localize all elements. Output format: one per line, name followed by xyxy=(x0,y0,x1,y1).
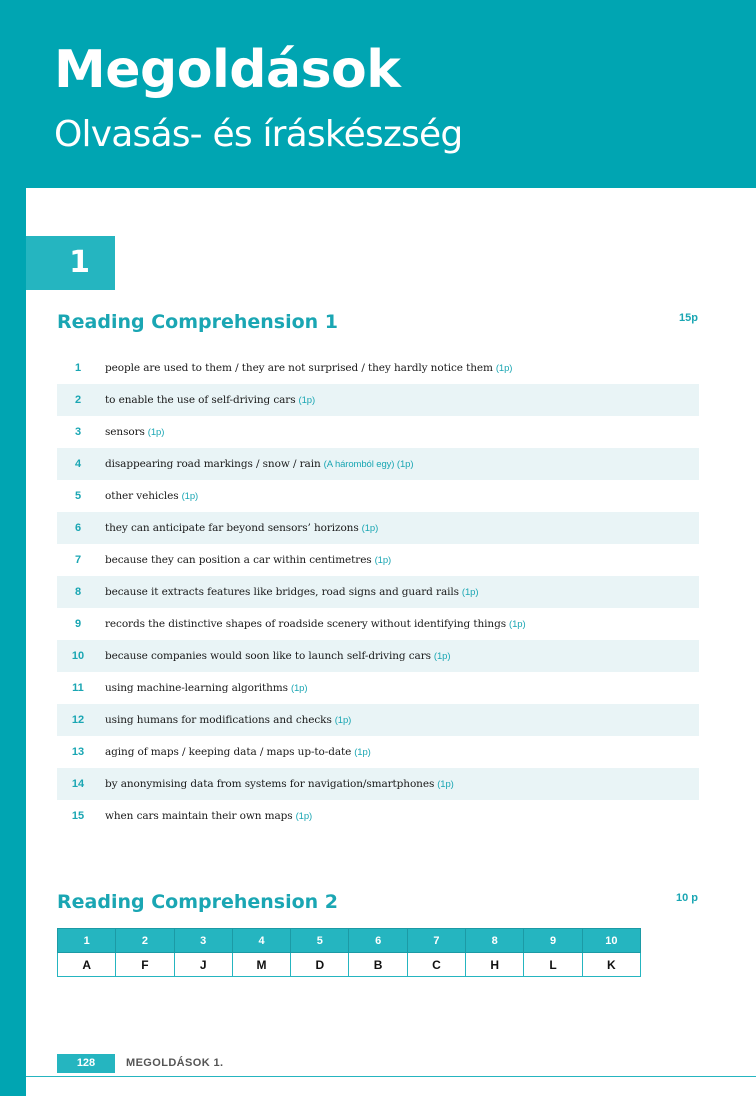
answer-text xyxy=(105,682,307,694)
answer-points: (1p) xyxy=(290,683,308,694)
grid-answer-letter: J xyxy=(174,953,232,977)
answer-row xyxy=(57,576,699,608)
answer-row xyxy=(57,448,699,480)
answer-number: 4 xyxy=(74,458,82,470)
answer-row xyxy=(57,736,699,768)
answer-row xyxy=(57,704,699,736)
answer-number: 5 xyxy=(74,490,82,502)
answer-text-content: because companies would soon like to launch self-driving cars xyxy=(105,650,431,662)
answer-row xyxy=(57,640,699,672)
grid-question-number: 7 xyxy=(407,929,465,953)
page-number: 128 xyxy=(57,1054,115,1073)
page-title: Megoldások xyxy=(54,40,401,100)
answer-text-content: using humans for modifications and checks xyxy=(105,714,332,726)
reading-2-points: 10 p xyxy=(676,892,699,904)
answer-points: (1p) xyxy=(433,651,451,662)
answer-points: (1p) xyxy=(147,427,165,438)
answer-number: 8 xyxy=(74,586,82,598)
answer-points: (1p) xyxy=(354,747,371,758)
answer-text-content: other vehicles xyxy=(105,490,179,502)
answer-text xyxy=(105,618,526,630)
answer-text-content: they can anticipate far beyond sensors’ horizons xyxy=(105,522,359,534)
answer-points: (1p) xyxy=(461,587,479,598)
answer-text xyxy=(105,586,478,598)
answer-text-content: by anonymising data from systems for navigation/smartphones xyxy=(105,778,435,790)
answer-points: (1p) xyxy=(334,715,352,726)
grid-answer-letter: K xyxy=(582,953,640,977)
answer-number: 9 xyxy=(74,618,82,630)
grid-question-number: 6 xyxy=(349,929,407,953)
answer-points: (1p) xyxy=(374,555,392,566)
reading-comprehension-2-heading: Reading Comprehension 2 xyxy=(57,891,339,913)
grid-question-number: 5 xyxy=(291,929,349,953)
grid-answer-letter: C xyxy=(407,953,465,977)
grid-answer-letter: A xyxy=(58,953,116,977)
answer-row xyxy=(57,800,699,832)
answer-text xyxy=(105,426,164,438)
answer-text xyxy=(105,650,450,662)
grid-question-number: 1 xyxy=(58,929,116,953)
answer-text-content: records the distinctive shapes of roadside scenery without identifying things xyxy=(105,618,507,630)
answer-list xyxy=(57,352,699,832)
answer-text-content: because it extracts features like bridges, road signs and guard rails xyxy=(105,586,459,598)
answer-number: 13 xyxy=(71,746,85,758)
reading-comprehension-1-heading: Reading Comprehension 1 xyxy=(57,311,339,333)
answer-row xyxy=(57,672,699,704)
answer-points: (A háromból egy) (1p) xyxy=(323,459,414,470)
left-accent-bar xyxy=(0,188,26,1096)
answer-text-content: to enable the use of self-driving cars xyxy=(105,394,296,406)
answer-text xyxy=(105,810,312,822)
answer-row xyxy=(57,608,699,640)
answer-grid-answer-row xyxy=(58,953,641,977)
answer-text xyxy=(105,394,315,406)
answer-number: 3 xyxy=(74,426,82,438)
page-header xyxy=(0,0,756,188)
answer-number: 11 xyxy=(72,682,84,694)
answer-text xyxy=(105,714,351,726)
grid-answer-letter: M xyxy=(232,953,290,977)
answer-number: 10 xyxy=(71,650,85,662)
answer-text xyxy=(105,778,454,790)
answer-text xyxy=(105,554,391,566)
answer-row xyxy=(57,384,699,416)
answer-number: 12 xyxy=(71,714,85,726)
answer-number: 1 xyxy=(74,362,82,374)
answer-points: (1p) xyxy=(181,491,199,502)
grid-answer-letter: D xyxy=(291,953,349,977)
answer-points: (1p) xyxy=(295,811,313,822)
answer-points: (1p) xyxy=(298,395,316,406)
page-subtitle: Olvasás- és íráskészség xyxy=(54,114,463,155)
answer-number: 14 xyxy=(71,778,85,790)
grid-question-number: 8 xyxy=(466,929,524,953)
answer-row xyxy=(57,544,699,576)
answer-number: 7 xyxy=(74,554,82,566)
grid-question-number: 3 xyxy=(174,929,232,953)
answer-text xyxy=(105,746,371,758)
answer-text xyxy=(105,458,413,470)
answer-points: (1p) xyxy=(509,619,526,630)
answer-text-content: people are used to them / they are not surprised / they hardly notice them xyxy=(105,362,493,374)
answer-points: (1p) xyxy=(437,779,454,790)
answer-points: (1p) xyxy=(361,523,379,534)
grid-question-number: 4 xyxy=(232,929,290,953)
grid-question-number: 9 xyxy=(524,929,582,953)
answer-text-content: because they can position a car within centimetres xyxy=(105,554,372,566)
answer-row xyxy=(57,768,699,800)
grid-answer-letter: L xyxy=(524,953,582,977)
answer-text-content: using machine-learning algorithms xyxy=(105,682,288,694)
footer-label: MEGOLDÁSOK 1. xyxy=(126,1057,224,1069)
answer-text xyxy=(105,490,198,502)
answer-row xyxy=(57,352,699,384)
grid-answer-letter: F xyxy=(116,953,174,977)
answer-text-content: when cars maintain their own maps xyxy=(105,810,293,822)
answer-grid-header-row xyxy=(58,929,641,953)
answer-number: 6 xyxy=(74,522,82,534)
answer-grid xyxy=(57,928,641,977)
reading-1-points: 15p xyxy=(679,312,698,324)
grid-question-number: 10 xyxy=(582,929,640,953)
answer-text-content: sensors xyxy=(105,426,145,438)
section-number: 1 xyxy=(26,236,115,290)
answer-number: 15 xyxy=(71,810,85,822)
answer-text-content: aging of maps / keeping data / maps up-to-date xyxy=(105,746,352,758)
answer-row xyxy=(57,480,699,512)
grid-question-number: 2 xyxy=(116,929,174,953)
answer-number: 2 xyxy=(74,394,82,406)
answer-text-content: disappearing road markings / snow / rain xyxy=(105,458,321,470)
answer-text xyxy=(105,522,378,534)
answer-row xyxy=(57,512,699,544)
footer-divider xyxy=(26,1076,756,1077)
grid-answer-letter: B xyxy=(349,953,407,977)
grid-answer-letter: H xyxy=(466,953,524,977)
answer-row xyxy=(57,416,699,448)
answer-text xyxy=(105,362,512,374)
answer-points: (1p) xyxy=(495,363,513,374)
